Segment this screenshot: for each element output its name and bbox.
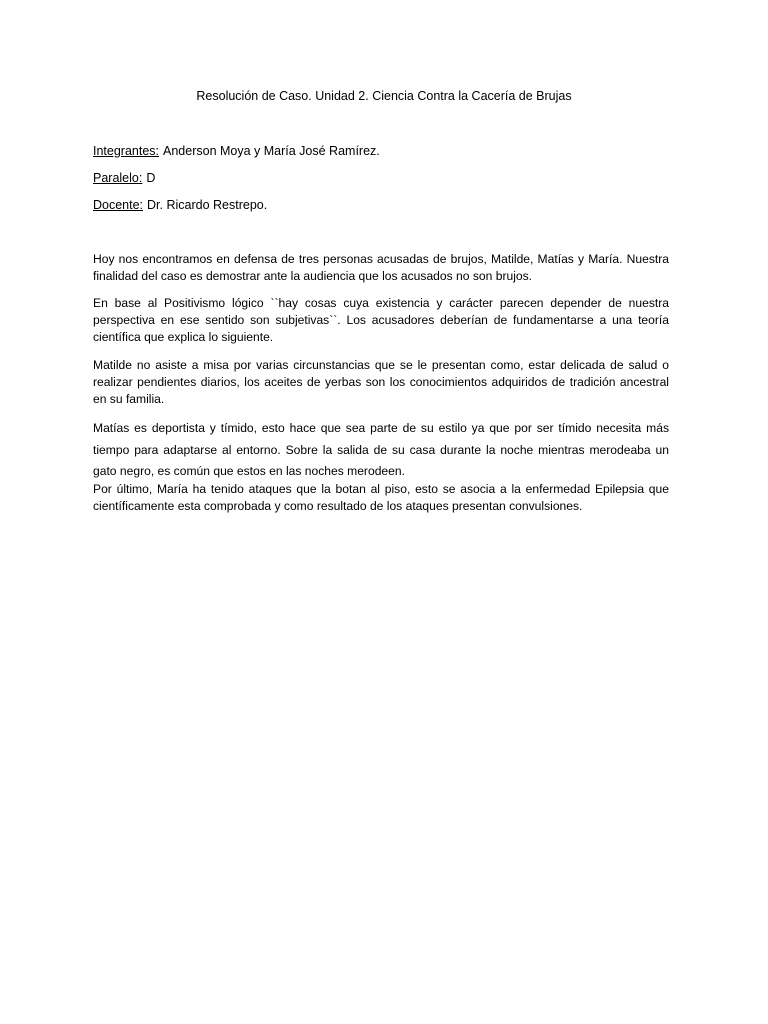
paragraph-positivismo: En base al Positivismo lógico ``hay cosas cuya existencia y carácter parecen depender de nuestra perspectiva en ese sentido son subjetivas``. Los acusadores deberían de fundamentarse a una teoría científica que explica lo siguiente. [93, 296, 669, 344]
paragraph-intro: Hoy nos encontramos en defensa de tres personas acusadas de brujos, Matilde, Matías y María. Nuestra finalidad del caso es demostrar ante la audiencia que los acusados no son brujos. [93, 252, 669, 283]
meta-label-paralelo: Paralelo: [93, 171, 143, 185]
paragraph-matilde: Matilde no asiste a misa por varias circunstancias que se le presentan como, estar delicada de salud o realizar pendientes diarios, los aceites de yerbas son los conocimientos adquiridos de tradición ancestral en su familia. [93, 358, 669, 406]
meta-value-docente: Dr. Ricardo Restrepo. [147, 198, 268, 212]
meta-label-docente: Docente: [93, 198, 144, 212]
meta-docente [93, 197, 267, 213]
meta-label-integrantes: Integrantes: [93, 144, 160, 158]
meta-value-integrantes: Anderson Moya y María José Ramírez. [163, 144, 380, 158]
meta-paralelo [93, 170, 155, 186]
document-title: Resolución de Caso. Unidad 2. Ciencia Contra la Cacería de Brujas [196, 89, 572, 103]
meta-integrantes [93, 143, 380, 159]
paragraph-matias: Matías es deportista y tímido, esto hace que sea parte de su estilo ya que por ser tímido necesita más tiempo para adaptarse al entorno. Sobre la salida de su casa durante la noche mientras merodeaba un gato negro, es común que estos en las noches merodeen. [93, 421, 669, 478]
paragraph-maria: Por último, María ha tenido ataques que la botan al piso, esto se asocia a la enfermedad Epilepsia que científicamente esta comprobada y como resultado de los ataques presentan convulsiones. [93, 482, 669, 513]
meta-value-paralelo: D [146, 171, 156, 185]
